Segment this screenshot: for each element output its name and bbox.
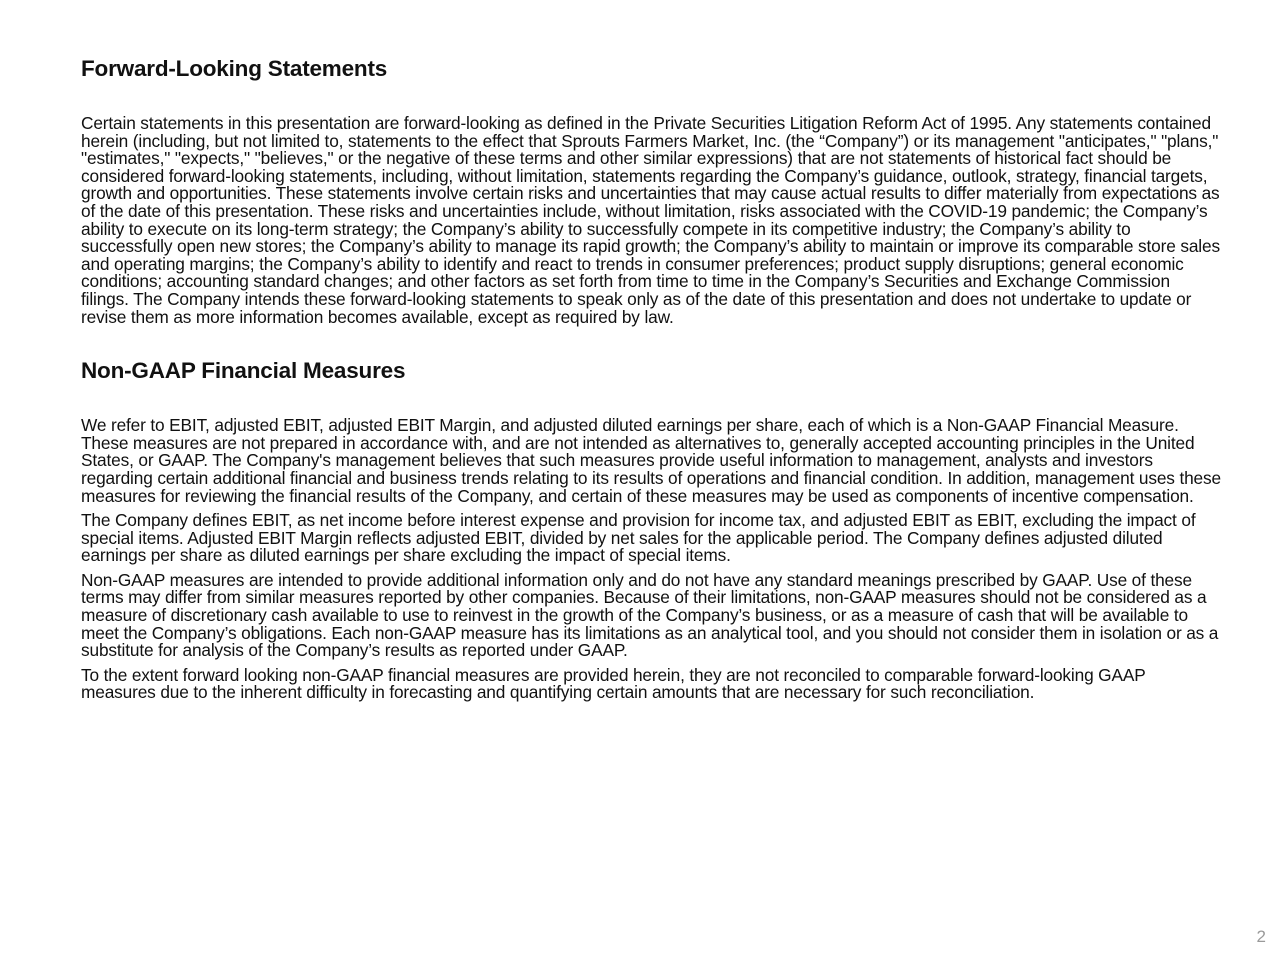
non-gaap-paragraph-3: Non-GAAP measures are intended to provide additional information only and do not have any standard meanings prescribed by GAAP. Use of these terms may differ from similar measures reported by other companies. Because of their limitations, non-GAAP measures should not be considered as a measure of discretionary cash available to use to reinvest in the growth of the Company’s business, or as a measure of cash that will be available to meet the Company’s obligations. Each non-GAAP measure has its limitations as an analytical tool, and you should not consider them in isolation or as a substitute for analysis of the Company’s results as reported under GAAP. — [81, 569, 1219, 661]
non-gaap-heading: Non-GAAP Financial Measures — [81, 358, 406, 384]
slide-content — [81, 55, 1221, 702]
forward-looking-heading: Forward-Looking Statements — [81, 56, 388, 81]
non-gaap-paragraph-2: The Company defines EBIT, as net income before interest expense and provision for income tax, and adjusted EBIT as EBIT, excluding the impact of special items. Adjusted EBIT Margin reflects adjusted EBIT, divided by net sales for the applicable period. The Company defines adjusted diluted earnings per share as diluted earnings per share excluding the impact of special items. — [81, 510, 1196, 566]
non-gaap-paragraph-1: We refer to EBIT, adjusted EBIT, adjusted EBIT Margin, and adjusted diluted earnings per share, each of which is a Non-GAAP Financial Measure. These measures are not prepared in accordance with, and are not intended as alternatives to, generally accepted accounting principles in the United States, or GAAP. The Company's management believes that such measures provide useful information to management, analysts and investors regarding certain additional financial and business trends relating to its results of operations and financial condition. In addition, management uses these measures for reviewing the financial results of the Company, and certain of these measures may be used as components of incentive compensation. — [81, 415, 1221, 506]
non-gaap-paragraph-4: To the extent forward looking non-GAAP financial measures are provided herein, they are not reconciled to comparable forward-looking GAAP measures due to the inherent difficulty in forecasting and quantifying certain amounts that are necessary for such reconciliation. — [81, 664, 1146, 703]
page-number: 2 — [1256, 927, 1266, 946]
forward-looking-paragraph: Certain statements in this presentation are forward-looking as defined in the Private Securities Litigation Reform Act of 1995. Any statements contained herein (including, but not limited to, statements to the effect that Sprouts Farmers Market, Inc. (the “Company”) or its management "anticipates," "plans," "estimates," "expects," "believes," or the negative of these terms and other similar expressions) that are not statements of historical fact should be considered forward-looking statements, including, without limitation, statements regarding the Company’s guidance, outlook, strategy, financial targets, growth and opportunities. These statements involve certain risks and uncertainties that may cause actual results to differ materially from expectations as of the date of this presentation. These risks and uncertainties include, without limitation, risks associated with the COVID-19 pandemic; the Company’s ability to execute on its long-term strategy; the Company’s ability to successfully compete in its competitive industry; the Company’s ability to successfully open new stores; the Company’s ability to manage its rapid growth; the Company’s ability to maintain or improve its comparable store sales and operating margins; the Company’s ability to identify and react to trends in consumer preferences; product supply disruptions; general economic conditions; accounting standard changes; and other factors as set forth from time to time in the Company’s Securities and Exchange Commission filings. The Company intends these forward-looking statements to speak only as of the date of this presentation and does not undertake to update or revise them as more information becomes available, except as required by law. — [81, 113, 1220, 327]
